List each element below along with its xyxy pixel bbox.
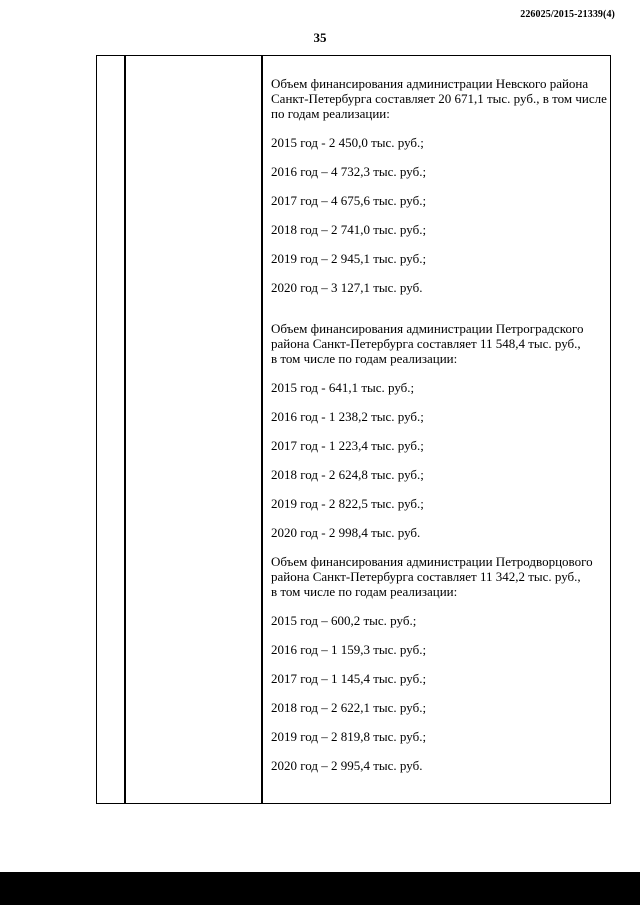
section-intro	[271, 321, 607, 366]
intro-line: в том числе по годам реализации:	[271, 584, 458, 599]
year-line: 2018 год – 2 741,0 тыс. руб.;	[271, 222, 427, 237]
document-id: 226025/2015-21339(4)	[520, 9, 615, 20]
year-line: 2015 год - 2 450,0 тыс. руб.;	[271, 135, 424, 150]
scan-footer-bar	[0, 872, 640, 905]
intro-line: по годам реализации:	[271, 106, 390, 121]
year-line: 2019 год - 2 822,5 тыс. руб.;	[271, 496, 424, 511]
intro-line: района Санкт-Петербурга составляет 11 548,4 тыс. руб.,	[271, 336, 581, 351]
funding-section-nevsky	[271, 76, 607, 295]
year-line: 2018 год – 2 622,1 тыс. руб.;	[271, 700, 427, 715]
year-line: 2016 год - 1 238,2 тыс. руб.;	[271, 409, 424, 424]
funding-section-petrodvortsovy	[271, 554, 607, 773]
intro-line: в том числе по годам реализации:	[271, 351, 458, 366]
document-table	[96, 55, 611, 804]
year-line: 2016 год – 1 159,3 тыс. руб.;	[271, 642, 427, 657]
page-number: 35	[313, 30, 327, 45]
funding-section-petrogradsky	[271, 321, 607, 540]
year-line: 2019 год – 2 945,1 тыс. руб.;	[271, 251, 427, 266]
year-line: 2019 год – 2 819,8 тыс. руб.;	[271, 729, 427, 744]
year-line: 2015 год - 641,1 тыс. руб.;	[271, 380, 415, 395]
year-line: 2016 год – 4 732,3 тыс. руб.;	[271, 164, 427, 179]
year-line: 2020 год - 2 998,4 тыс. руб.	[271, 525, 421, 540]
intro-line: Объем финансирования администрации Невского района	[271, 76, 589, 91]
section-intro	[271, 76, 607, 121]
funding-cell	[271, 76, 607, 773]
intro-line: Объем финансирования администрации Петродворцового	[271, 554, 593, 569]
year-line: 2020 год – 2 995,4 тыс. руб.	[271, 758, 423, 773]
table-column-divider	[261, 56, 263, 803]
intro-line: Санкт-Петербурга составляет 20 671,1 тыс. руб., в том числе	[271, 91, 607, 106]
year-line: 2020 год – 3 127,1 тыс. руб.	[271, 280, 423, 295]
year-line: 2017 год - 1 223,4 тыс. руб.;	[271, 438, 424, 453]
year-line: 2015 год – 600,2 тыс. руб.;	[271, 613, 417, 628]
intro-line: района Санкт-Петербурга составляет 11 342,2 тыс. руб.,	[271, 569, 581, 584]
table-column-divider	[124, 56, 126, 803]
year-line: 2017 год – 4 675,6 тыс. руб.;	[271, 193, 427, 208]
year-line: 2017 год – 1 145,4 тыс. руб.;	[271, 671, 427, 686]
section-intro	[271, 554, 607, 599]
intro-line: Объем финансирования администрации Петроградского	[271, 321, 584, 336]
year-line: 2018 год - 2 624,8 тыс. руб.;	[271, 467, 424, 482]
